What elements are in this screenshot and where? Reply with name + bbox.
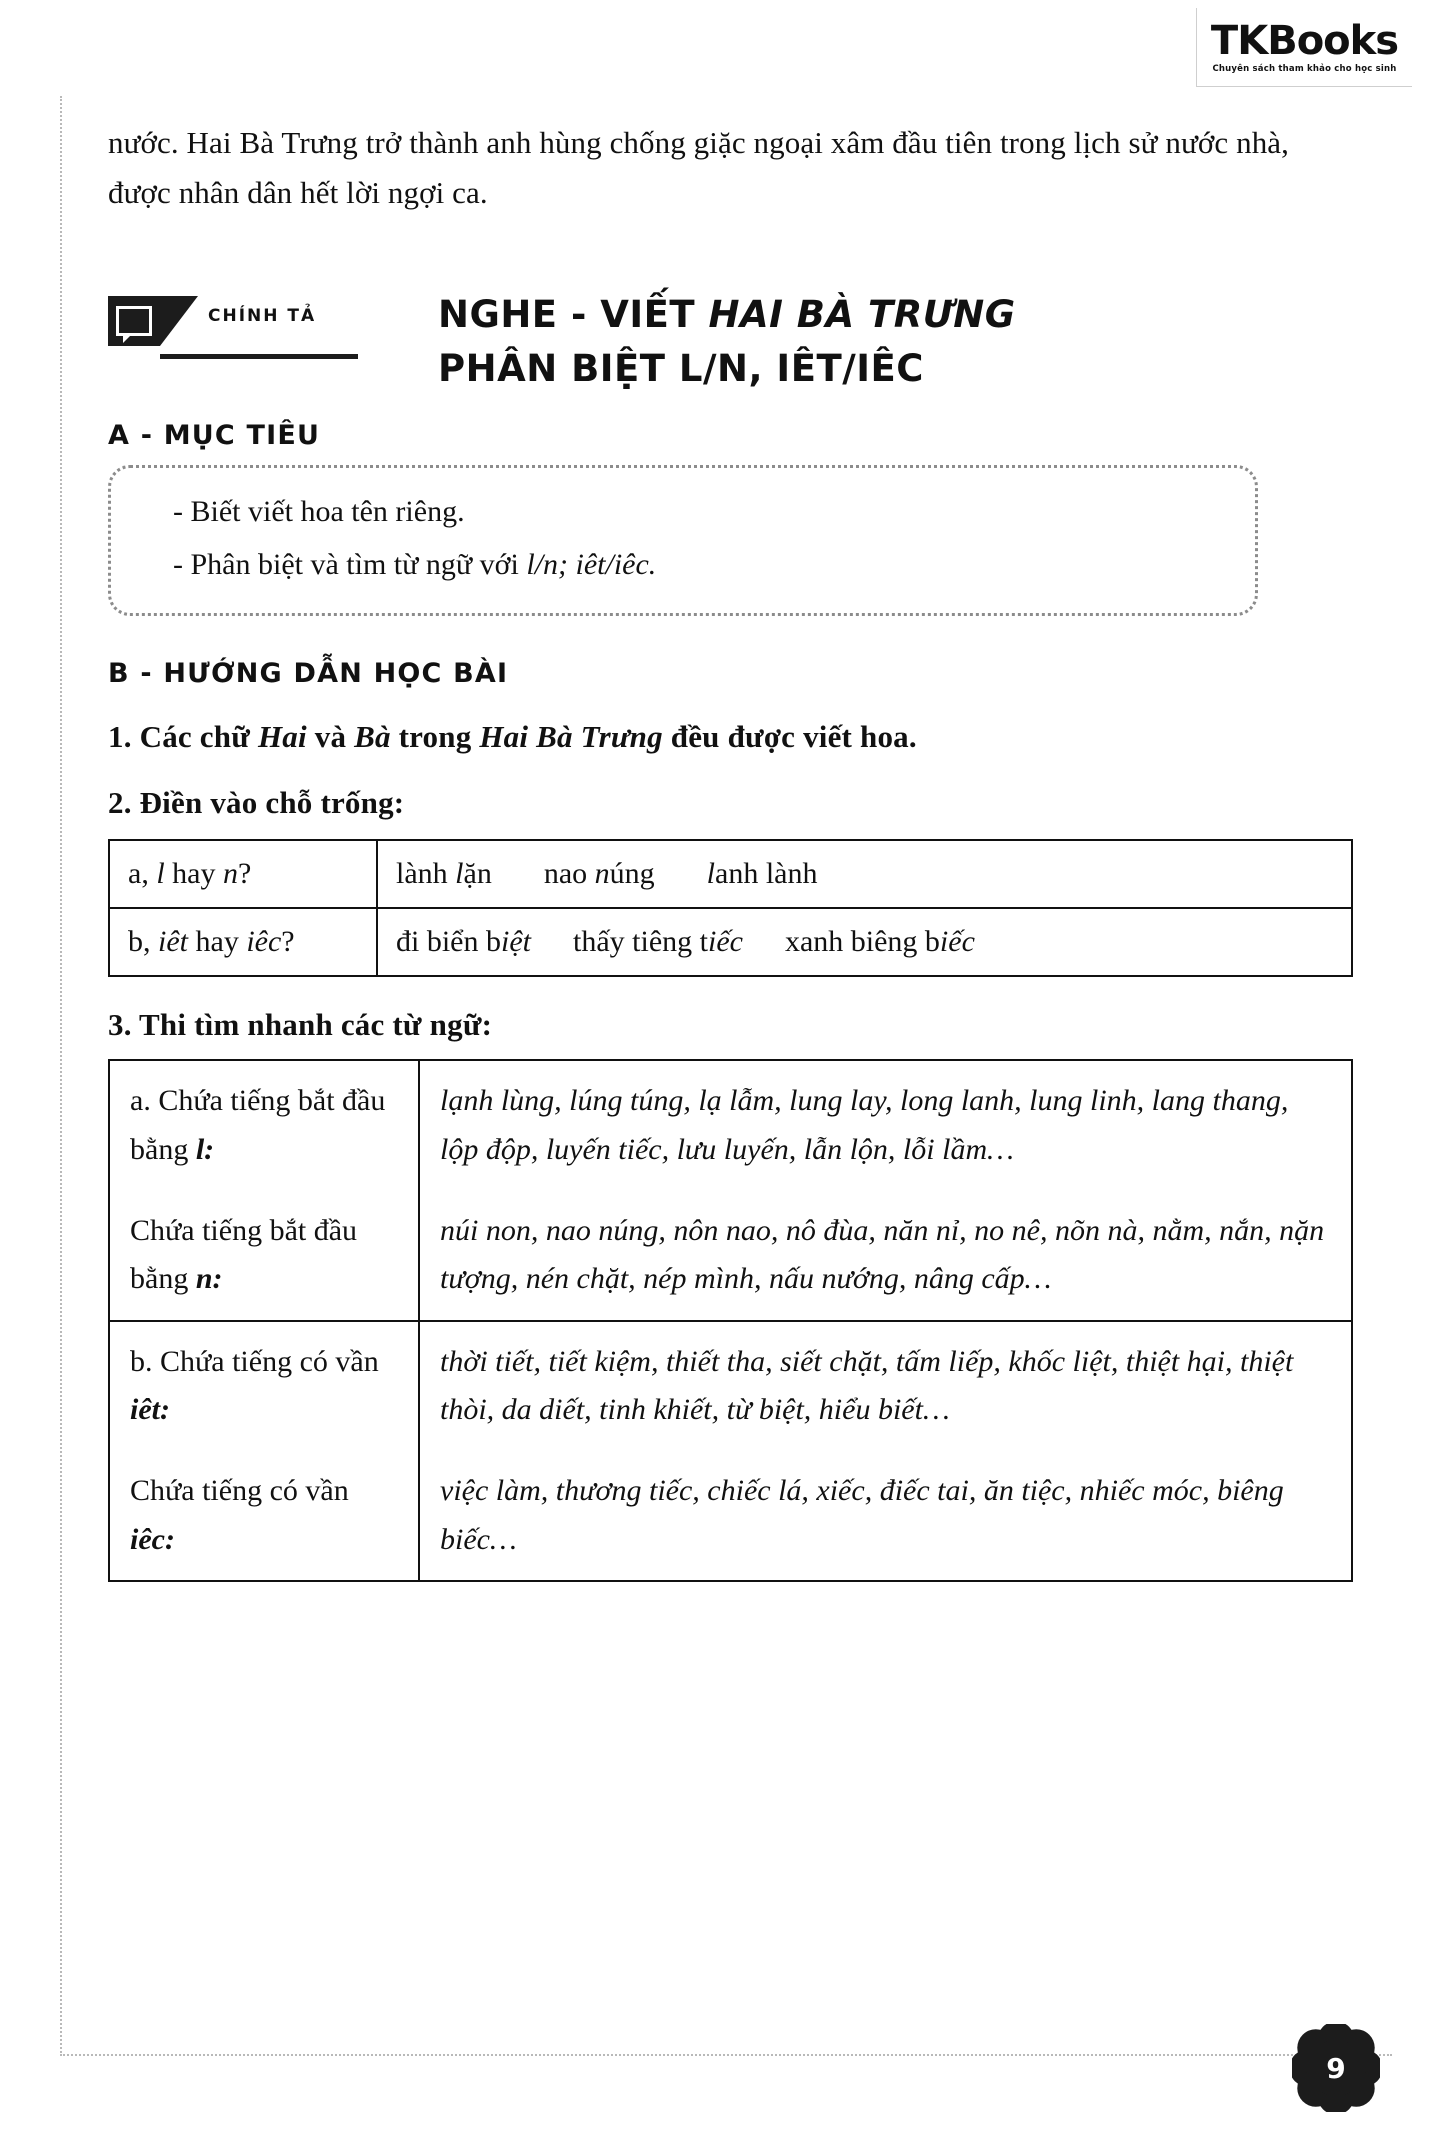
exercise-1-part: và: [306, 719, 355, 755]
page-number-badge: [1292, 2024, 1380, 2112]
page-number: 9: [1326, 2051, 1346, 2085]
exercise-1-italic: Hai Bà Trưng: [479, 719, 663, 755]
row-value: thời tiết, tiết kiệm, thiết tha, siết chặt, tấm liếp, khốc liệt, thiệt hại, thiệt thòi, da diết, tinh khiết, từ biệt, hiểu biết…: [419, 1321, 1352, 1451]
badge-label: CHÍNH TẢ: [208, 306, 317, 327]
exercise-1-part: Các chữ: [139, 719, 258, 755]
publisher-logo: [1196, 8, 1412, 87]
badge-triangle-decor: [160, 296, 198, 346]
row-value: lạnh lùng, lúng túng, lạ lẫm, lung lay, long lanh, lung linh, lang thang, lộp độp, luyến tiếc, lưu luyến, lẫn lộn, lỗi lầm…: [419, 1060, 1352, 1190]
objectives-box: [108, 465, 1258, 616]
publisher-tagline: Chuyên sách tham khảo cho học sinh: [1212, 63, 1397, 74]
answer-item: đi biển biệt: [396, 925, 531, 959]
lesson-title: [438, 288, 1338, 395]
table-row: [109, 840, 1352, 908]
page-content: [108, 118, 1358, 1582]
lesson-title-prefix: NGHE - VIẾT: [438, 293, 709, 337]
row-label: Chứa tiếng có vần iêc:: [109, 1451, 419, 1581]
word-search-table: [108, 1059, 1353, 1582]
row-label: b, iêt hay iêc?: [109, 908, 377, 976]
row-label: a. Chứa tiếng bắt đầu bằng l:: [109, 1060, 419, 1190]
objective-italic: l/n; iêt/iêc.: [526, 547, 657, 581]
lesson-header: [108, 288, 1358, 406]
lesson-title-italic: HAI BÀ TRƯNG: [708, 293, 1016, 337]
row-label: a, l hay n?: [109, 840, 377, 908]
row-value: việc làm, thương tiếc, chiếc lá, xiếc, điếc tai, ăn tiệc, nhiếc móc, biêng biếc…: [419, 1451, 1352, 1581]
table-row: [109, 1191, 1352, 1321]
badge-rule-decor: [160, 354, 358, 359]
exercise-1-italic: Bà: [354, 719, 391, 755]
speech-bubble-icon: [108, 296, 160, 346]
exercise-1-part: đều được viết hoa.: [662, 719, 917, 755]
answer-item: xanh biêng biếc: [784, 925, 975, 959]
answer-item: thấy tiêng tiếc: [573, 925, 743, 959]
exercise-1-italic: Hai: [257, 719, 307, 755]
section-b-label: B - HƯỚNG DẪN HỌC BÀI: [108, 658, 509, 690]
lesson-title-line1: [438, 288, 1338, 342]
chinh-ta-badge: [108, 294, 358, 364]
answer-item: nao núng: [543, 857, 655, 891]
exercise-1-number: 1.: [108, 719, 140, 755]
table-row: [109, 908, 1352, 976]
table-row: [109, 1060, 1352, 1190]
row-answers: [377, 840, 1352, 908]
row-answers: [377, 908, 1352, 976]
fill-in-blank-table: [108, 839, 1353, 977]
exercise-1-part: trong: [390, 719, 480, 755]
section-a-label: A - MỤC TIÊU: [108, 420, 321, 452]
lesson-title-line2: PHÂN BIỆT L/N, IÊT/IÊC: [438, 347, 924, 391]
exercise-2-heading: 2. Điền vào chỗ trống:: [108, 785, 405, 821]
table-row: [109, 1451, 1352, 1581]
objective-item: - Biết viết hoa tên riêng.: [173, 495, 465, 529]
intro-paragraph: nước. Hai Bà Trưng trở thành anh hùng chống giặc ngoại xâm đầu tiên trong lịch sử nước nhà, được nhân dân hết lời ngợi ca.: [108, 125, 1289, 211]
answer-item: lành lặn: [396, 857, 492, 891]
row-label: Chứa tiếng bắt đầu bằng n:: [109, 1191, 419, 1321]
row-value: núi non, nao núng, nôn nao, nô đùa, năn nỉ, no nê, nõn nà, nằm, nắn, nặn tượng, nén chặt, nép mình, nấu nướng, nâng cấp…: [419, 1191, 1352, 1321]
row-label: b. Chứa tiếng có vần iêt:: [109, 1321, 419, 1451]
exercise-3-heading: 3. Thi tìm nhanh các từ ngữ:: [108, 1007, 493, 1043]
objective-item: [173, 539, 1225, 592]
publisher-name: TKBooks: [1210, 17, 1399, 64]
objective-text: - Phân biệt và tìm từ ngữ với: [173, 547, 527, 581]
table-row: [109, 1321, 1352, 1451]
exercise-1-text: [108, 719, 1358, 755]
answer-item: lanh lành: [706, 857, 818, 891]
